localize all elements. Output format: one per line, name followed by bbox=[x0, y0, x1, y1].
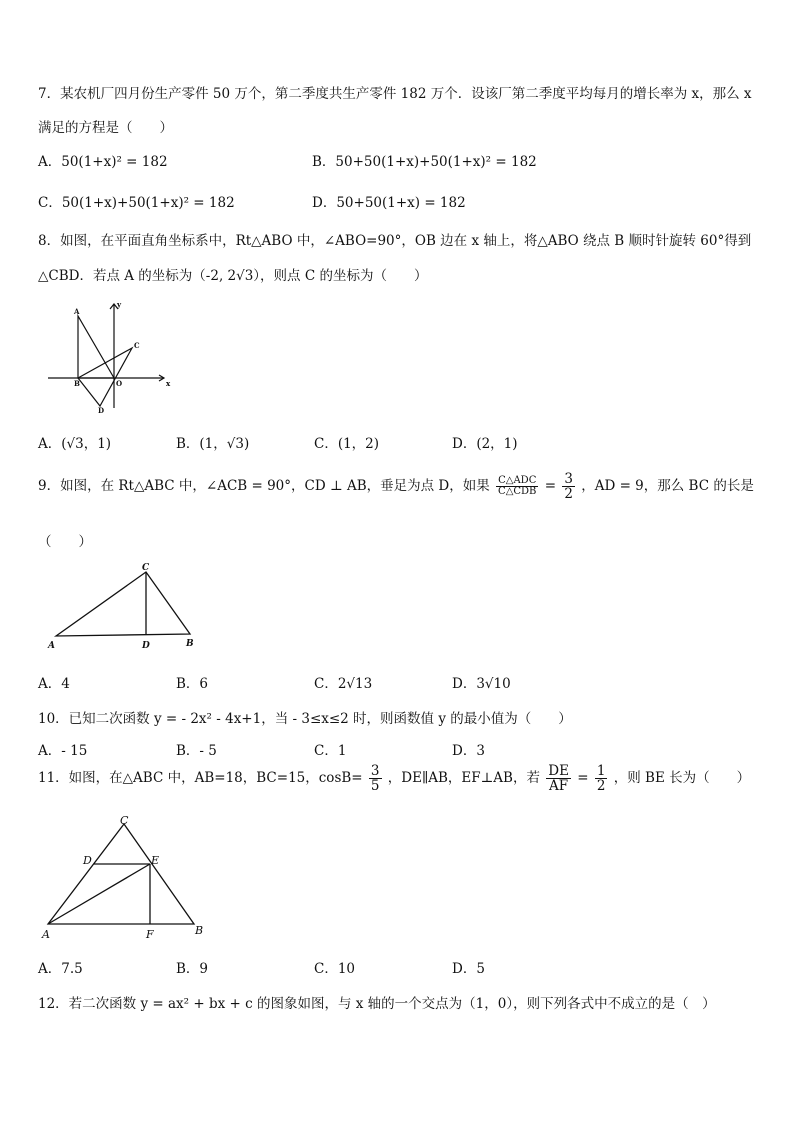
q11-stem-part2: ，DE∥AB，EF⊥AB，若 bbox=[387, 770, 540, 787]
q9-stem-line1 bbox=[38, 472, 754, 501]
q11-triangle-figure bbox=[38, 812, 214, 944]
q11-triangle-abc bbox=[48, 824, 194, 924]
q9-ratio-numerator: C△ADC bbox=[496, 476, 538, 488]
q9-option-d: D．3√10 bbox=[452, 676, 511, 692]
q7-stem-line2: 满足的方程是（ ） bbox=[38, 120, 173, 136]
q11-segment-ae bbox=[48, 864, 150, 924]
q11-ratio-numerator: DE bbox=[548, 763, 569, 779]
q9-label-d: D bbox=[142, 641, 150, 651]
q9-equals: = bbox=[544, 478, 557, 495]
q8-label-o: O bbox=[116, 379, 123, 388]
q11-cos-numerator: 3 bbox=[370, 763, 380, 779]
q9-label-a: A bbox=[48, 641, 55, 651]
q8-label-c: C bbox=[134, 341, 140, 350]
q11-equals: = bbox=[577, 770, 589, 787]
q10-option-b: B．- 5 bbox=[176, 743, 217, 759]
q9-option-b: B．6 bbox=[176, 676, 209, 692]
q11-label-a: A bbox=[42, 928, 50, 941]
q11-option-d: D．5 bbox=[452, 961, 485, 977]
q9-option-a: A．4 bbox=[38, 676, 70, 692]
q11-stem-part1: 11．如图，在△ABC 中，AB=18，BC=15，cosB= bbox=[38, 770, 363, 787]
q11-cos-value bbox=[369, 764, 382, 793]
q7-option-d: D．50+50(1+x) = 182 bbox=[312, 195, 466, 211]
q9-value-denominator: 2 bbox=[564, 486, 573, 503]
q11-segment-ratio bbox=[546, 764, 571, 793]
q8-option-a: A．(√3，1) bbox=[38, 436, 112, 452]
q9-stem-line2: （ ） bbox=[38, 534, 92, 550]
q10-option-d: D．3 bbox=[452, 743, 485, 759]
q11-stem bbox=[38, 764, 750, 793]
q12-stem: 12．若二次函数 y = ax² + bx + c 的图象如图，与 x 轴的一个交点为（1，0），则下列各式中不成立的是（ ） bbox=[38, 996, 716, 1012]
q8-label-d: D bbox=[98, 406, 105, 415]
q10-option-c: C．1 bbox=[314, 743, 347, 759]
q8-option-b: B．(1，√3) bbox=[176, 436, 250, 452]
q8-coordinate-figure bbox=[44, 298, 174, 416]
q11-label-e: E bbox=[151, 854, 160, 867]
q8-label-y: y bbox=[117, 300, 122, 309]
q11-cos-denominator: 5 bbox=[370, 778, 380, 795]
q11-stem-part3: ，则 BE 长为（ ） bbox=[613, 770, 751, 787]
q11-option-b: B．9 bbox=[176, 961, 209, 977]
q10-stem: 10．已知二次函数 y = - 2x² - 4x+1，当 - 3≤x≤2 时，则函数值 y 的最小值为（ ） bbox=[38, 711, 572, 727]
q8-label-a: A bbox=[74, 307, 80, 316]
q11-ratio-value bbox=[595, 764, 608, 793]
q9-label-b: B bbox=[186, 639, 194, 649]
q9-stem-part2: ，AD = 9，那么 BC 的长是 bbox=[581, 478, 754, 495]
q11-option-a: A．7.5 bbox=[38, 961, 83, 977]
q9-option-c: C．2√13 bbox=[314, 676, 373, 692]
q9-perimeter-ratio bbox=[496, 476, 538, 498]
q11-value-denominator: 2 bbox=[596, 778, 606, 795]
q9-stem-part1: 9．如图，在 Rt△ABC 中，∠ACB = 90°，CD ⊥ AB，垂足为点 D，如果 bbox=[38, 478, 490, 495]
q8-stem-line2: △CBD．若点 A 的坐标为（-2, 2√3），则点 C 的坐标为（ ） bbox=[38, 268, 428, 284]
q11-value-numerator: 1 bbox=[596, 763, 606, 779]
q9-triangle-abc bbox=[56, 572, 190, 636]
q8-stem-line1: 8．如图，在平面直角坐标系中，Rt△ABO 中，∠ABO=90°，OB 边在 x 轴上，将△ABO 绕点 B 顺时针旋转 60°得到 bbox=[38, 233, 752, 249]
q7-option-a: A．50(1+x)² = 182 bbox=[38, 154, 168, 170]
q9-value-numerator: 3 bbox=[564, 471, 573, 487]
q7-option-b: B．50+50(1+x)+50(1+x)² = 182 bbox=[312, 154, 537, 170]
q8-triangle-abo bbox=[78, 316, 114, 378]
q9-ratio-denominator: C△CDB bbox=[498, 486, 537, 498]
q11-label-f: F bbox=[146, 928, 154, 941]
q9-ratio-value bbox=[562, 472, 575, 501]
q11-ratio-denominator: AF bbox=[549, 778, 569, 795]
q7-option-c: C．50(1+x)+50(1+x)² = 182 bbox=[38, 195, 235, 211]
q11-option-c: C．10 bbox=[314, 961, 356, 977]
q8-label-x: x bbox=[166, 379, 171, 388]
q11-label-c: C bbox=[120, 814, 129, 827]
q8-label-b: B bbox=[74, 379, 80, 388]
q9-label-c: C bbox=[142, 563, 150, 573]
q8-triangle-cbd bbox=[78, 348, 132, 406]
q11-label-b: B bbox=[195, 924, 204, 937]
q10-option-a: A．- 15 bbox=[38, 743, 88, 759]
q8-option-d: D．(2，1) bbox=[452, 436, 518, 452]
q9-triangle-figure bbox=[44, 560, 204, 654]
q8-option-c: C．(1，2) bbox=[314, 436, 380, 452]
q11-label-d: D bbox=[83, 854, 92, 867]
q7-stem-line1: 7．某农机厂四月份生产零件 50 万个，第二季度共生产零件 182 万个．设该厂第二季度平均每月的增长率为 x，那么 x bbox=[38, 86, 752, 102]
